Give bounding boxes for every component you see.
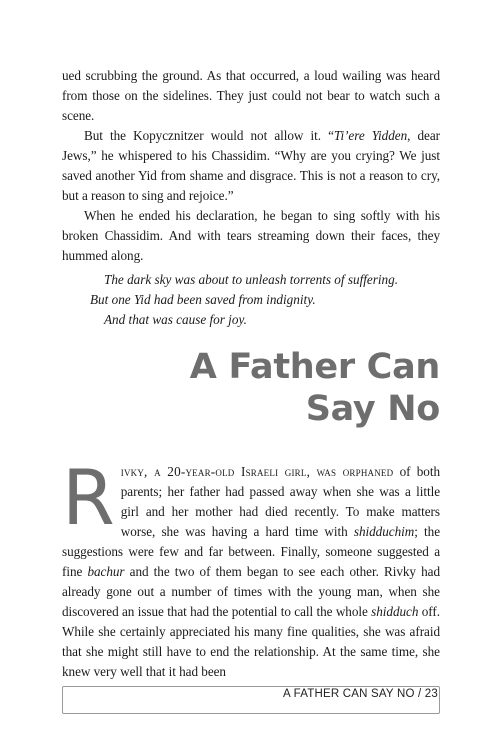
text-run: But the Kopycznitzer would not allow it. “: [84, 128, 334, 143]
chapter-body: [62, 453, 440, 682]
italic-term: shidduchim: [353, 524, 415, 539]
italic-term: Ti’ere Yidden: [333, 128, 408, 143]
poem-line: And that was cause for joy.: [104, 312, 247, 327]
poem-line: But one Yid had been saved from indignity.: [90, 292, 316, 307]
chapter-title-line: A Father Can: [189, 347, 440, 387]
chapter-title: [60, 346, 440, 430]
drop-cap: R: [62, 453, 115, 542]
text-run: of both parents; her father had passed away when she was a little girl and her mother had died recently. To make matters worse, she was having a hard time with: [120, 464, 440, 539]
paragraph-continued: ued scrubbing the ground. As that occurred, a loud wailing was heard from those on the sidelines. They just could not bear to watch such a scene.: [62, 68, 440, 123]
italic-term: shidduch: [371, 604, 419, 619]
text-run: off. While she certainly appreciated his many fine qualities, she was afraid that she might still have to end the relationship. At the same time, she knew very well that it had been: [62, 604, 440, 679]
previous-story-text: [62, 66, 440, 330]
chapter-title-line: Say No: [305, 389, 440, 429]
text-run: and the two of them began to see each other. Rivky had already gone out a number of times with the young man, when she discovered an issue that had the potential to call the whole: [62, 564, 440, 619]
opening-small-caps: ivky, a 20-year-old Israeli girl, was orphaned: [120, 464, 394, 479]
paragraph-declaration: When he ended his declaration, he began to sing softly with his broken Chassidim. And with tears streaming down their faces, they hummed along.: [62, 208, 440, 263]
poem-line: The dark sky was about to unleash torrents of suffering.: [104, 272, 399, 287]
paragraph-kopycznitzer: [62, 126, 440, 206]
chapter-opening-paragraph: [62, 453, 440, 682]
text-run: , dear Jews,” he whispered to his Chassidim. “Why are you crying? We just saved another Yid from shame and disgrace. This is not a reason to cry, but a reason to sing and rejoice.”: [62, 128, 440, 203]
text-run: ; the suggestions were few and far between. Finally, someone suggested a fine: [62, 524, 440, 579]
running-head-page-number: A FATHER CAN SAY NO / 23: [283, 688, 438, 700]
italic-term: bachur: [87, 564, 125, 579]
closing-poem: [62, 270, 440, 330]
